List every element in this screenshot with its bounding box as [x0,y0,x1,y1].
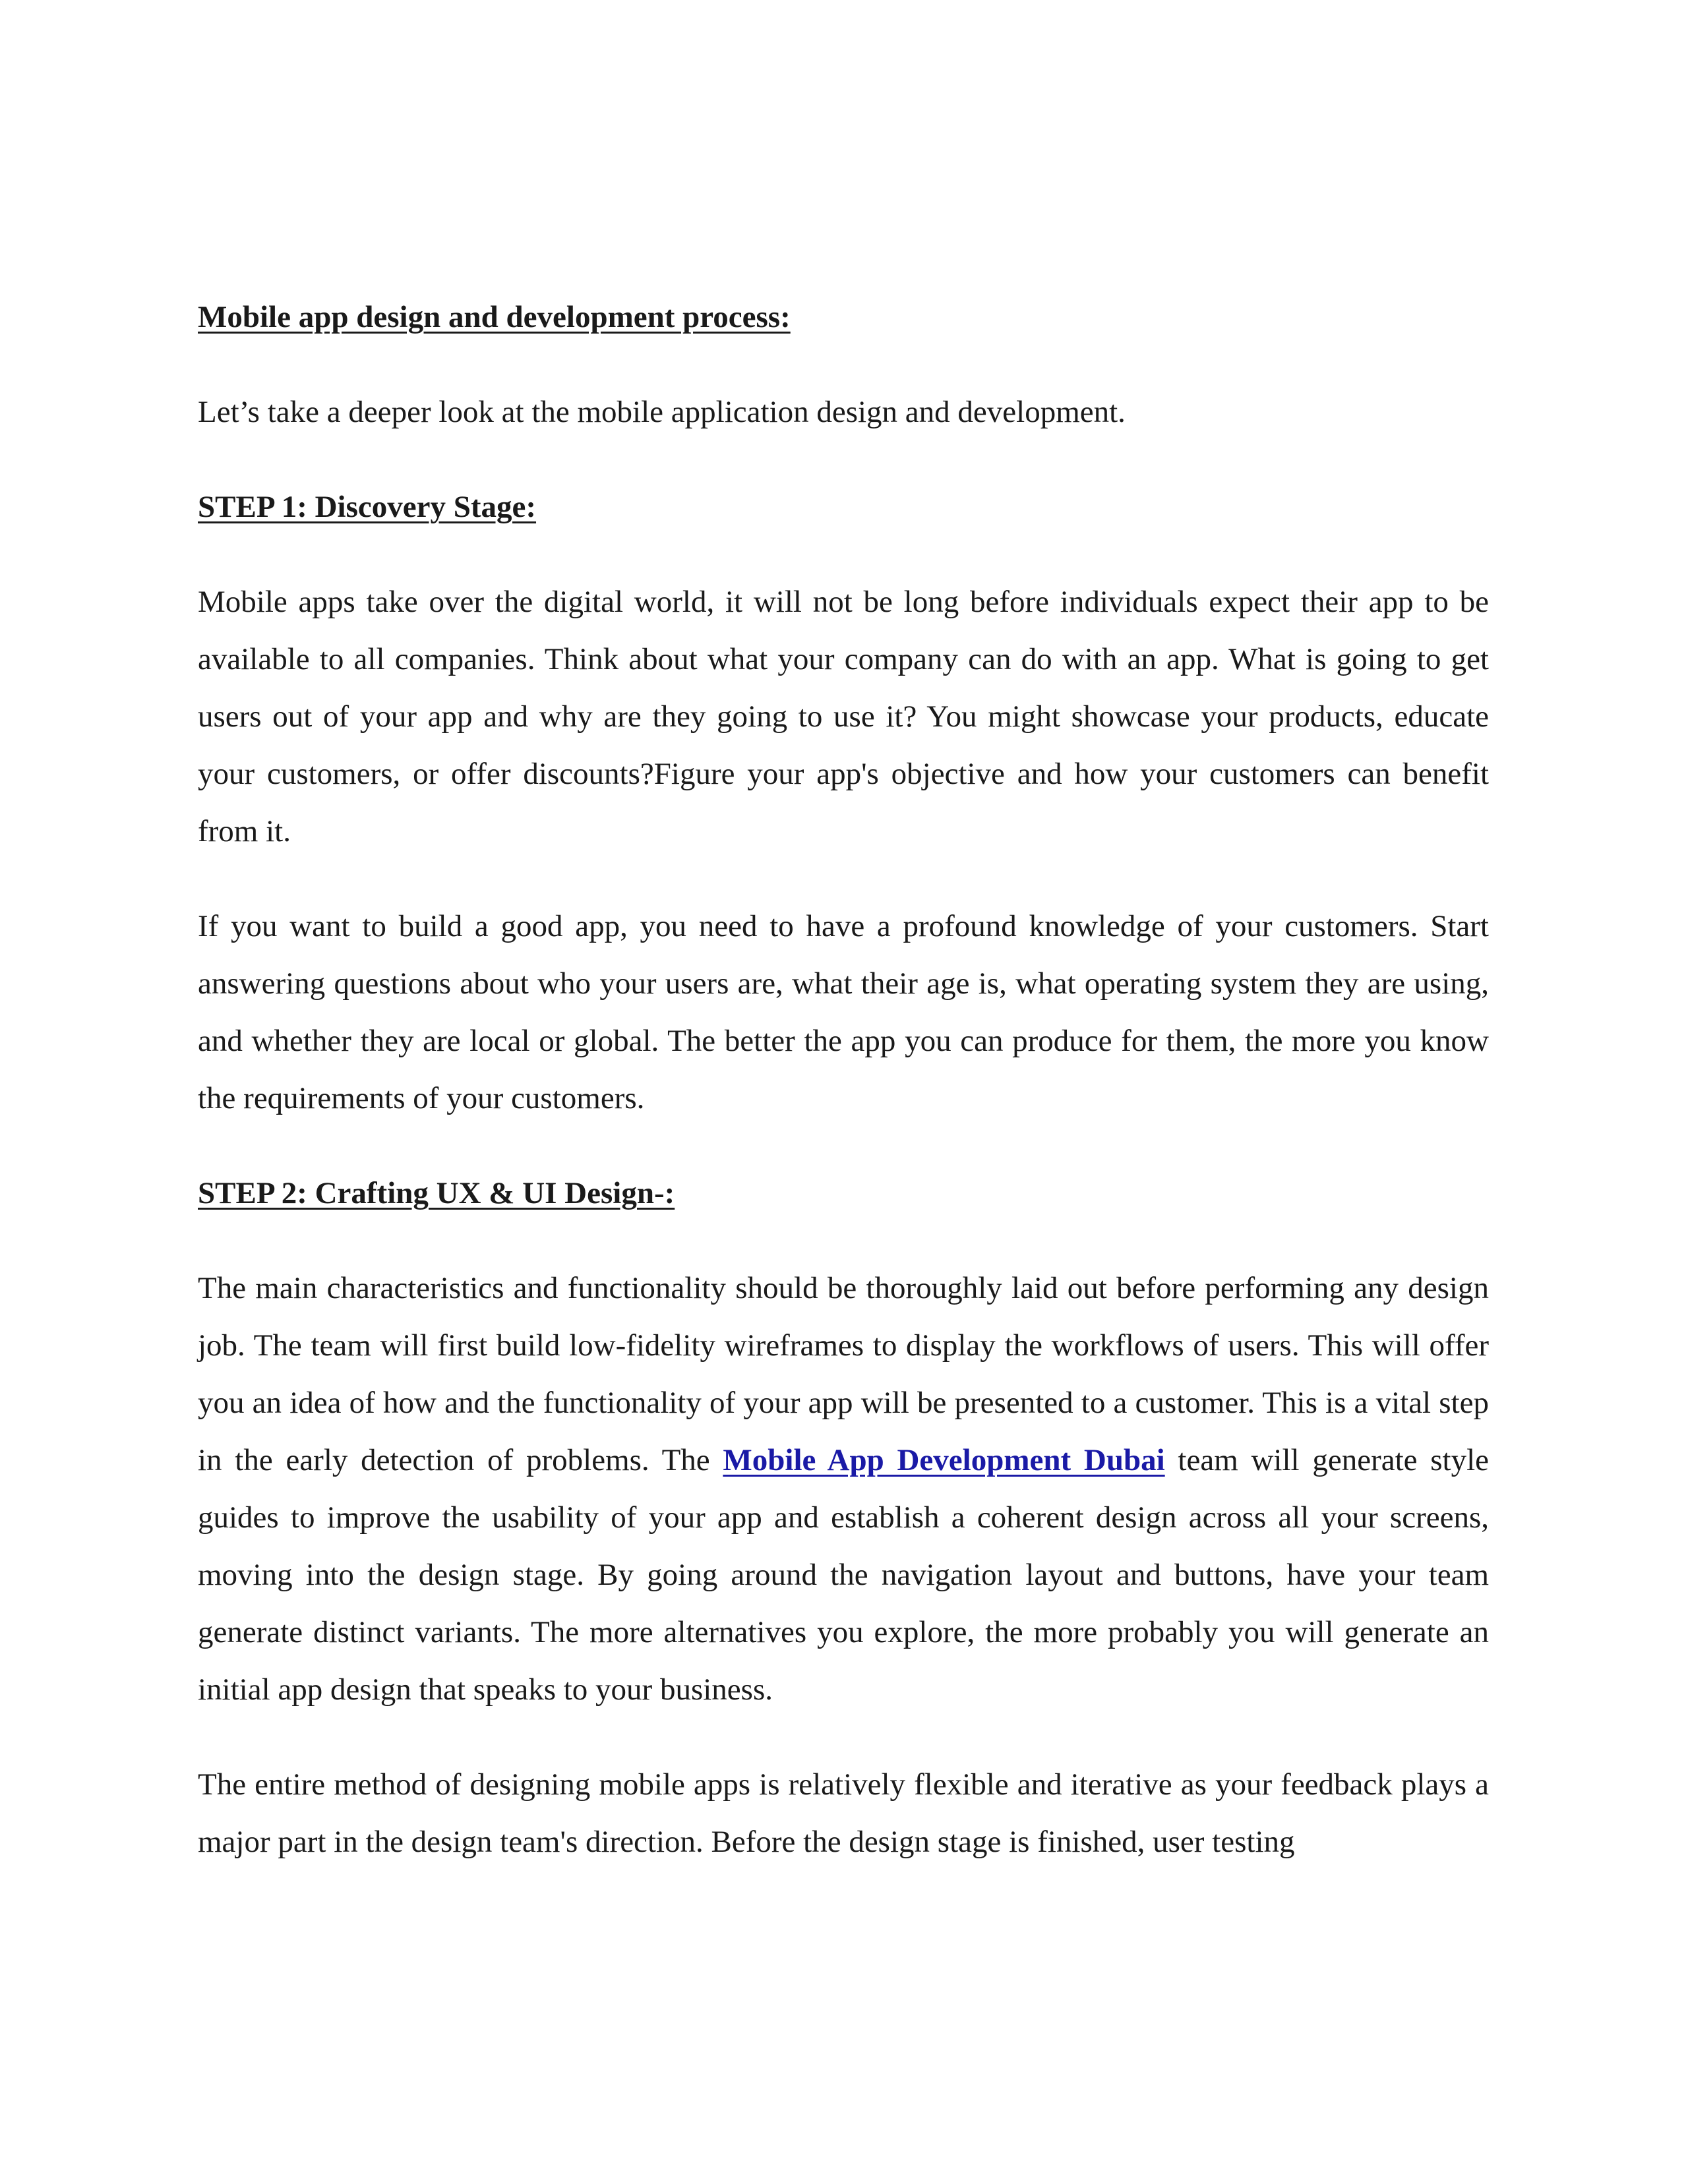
spacer [198,441,1489,479]
spacer [198,346,1489,384]
spacer [198,1719,1489,1756]
step2-text-after-link: team will generate style guides to improve the usability of your app and establish a coherent design across all your screens, moving into the design stage. By going around the navigation layout and buttons, have your team generate distinct variants. The more alternatives you explore, the more probably you will generate an initial app design that speaks to your business. [198,1443,1490,1707]
spacer [198,1222,1489,1260]
mobile-app-development-dubai-link[interactable]: Mobile App Development Dubai [723,1443,1165,1477]
step2-heading: STEP 2: Crafting UX & UI Design-: [198,1176,675,1210]
spacer [198,536,1489,574]
spacer [198,1127,1489,1165]
intro-paragraph: Let’s take a deeper look at the mobile application design and development. [198,395,1126,429]
spacer [198,860,1489,898]
step2-paragraph-2: The entire method of designing mobile apps is relatively flexible and iterative as your feedback plays a major part in the design team's direction. Before the design stage is finished, user testing [198,1767,1489,1859]
document-title: Mobile app design and development process: [198,300,791,334]
document-page [198,289,1489,1871]
step2-text-before-link: The main characteristics and functionality should be thoroughly laid out before performing any design job. The team will first build low-fidelity wireframes to display the workflows of users. This will offer you an idea of how and the functionality of your app will be presented to a customer. This is a vital step in the early detection of problems. The [198,1271,1489,1477]
step1-heading: STEP 1: Discovery Stage: [198,490,537,524]
step1-paragraph-2: If you want to build a good app, you need to have a profound knowledge of your customers. Start answering questions about who your users are, what their age is, what operating system they are using, and whether they are local or global. The better the app you can produce for them, the more you know the requirements of your customers. [198,909,1489,1115]
step1-paragraph-1: Mobile apps take over the digital world, it will not be long before individuals expect their app to be available to all companies. Think about what your company can do with an app. What is going to get users out of your app and why are they going to use it? You might showcase your products, educate your customers, or offer discounts?Figure your app's objective and how your customers can benefit from it. [198,585,1489,848]
step2-paragraph-1 [198,1260,1489,1719]
